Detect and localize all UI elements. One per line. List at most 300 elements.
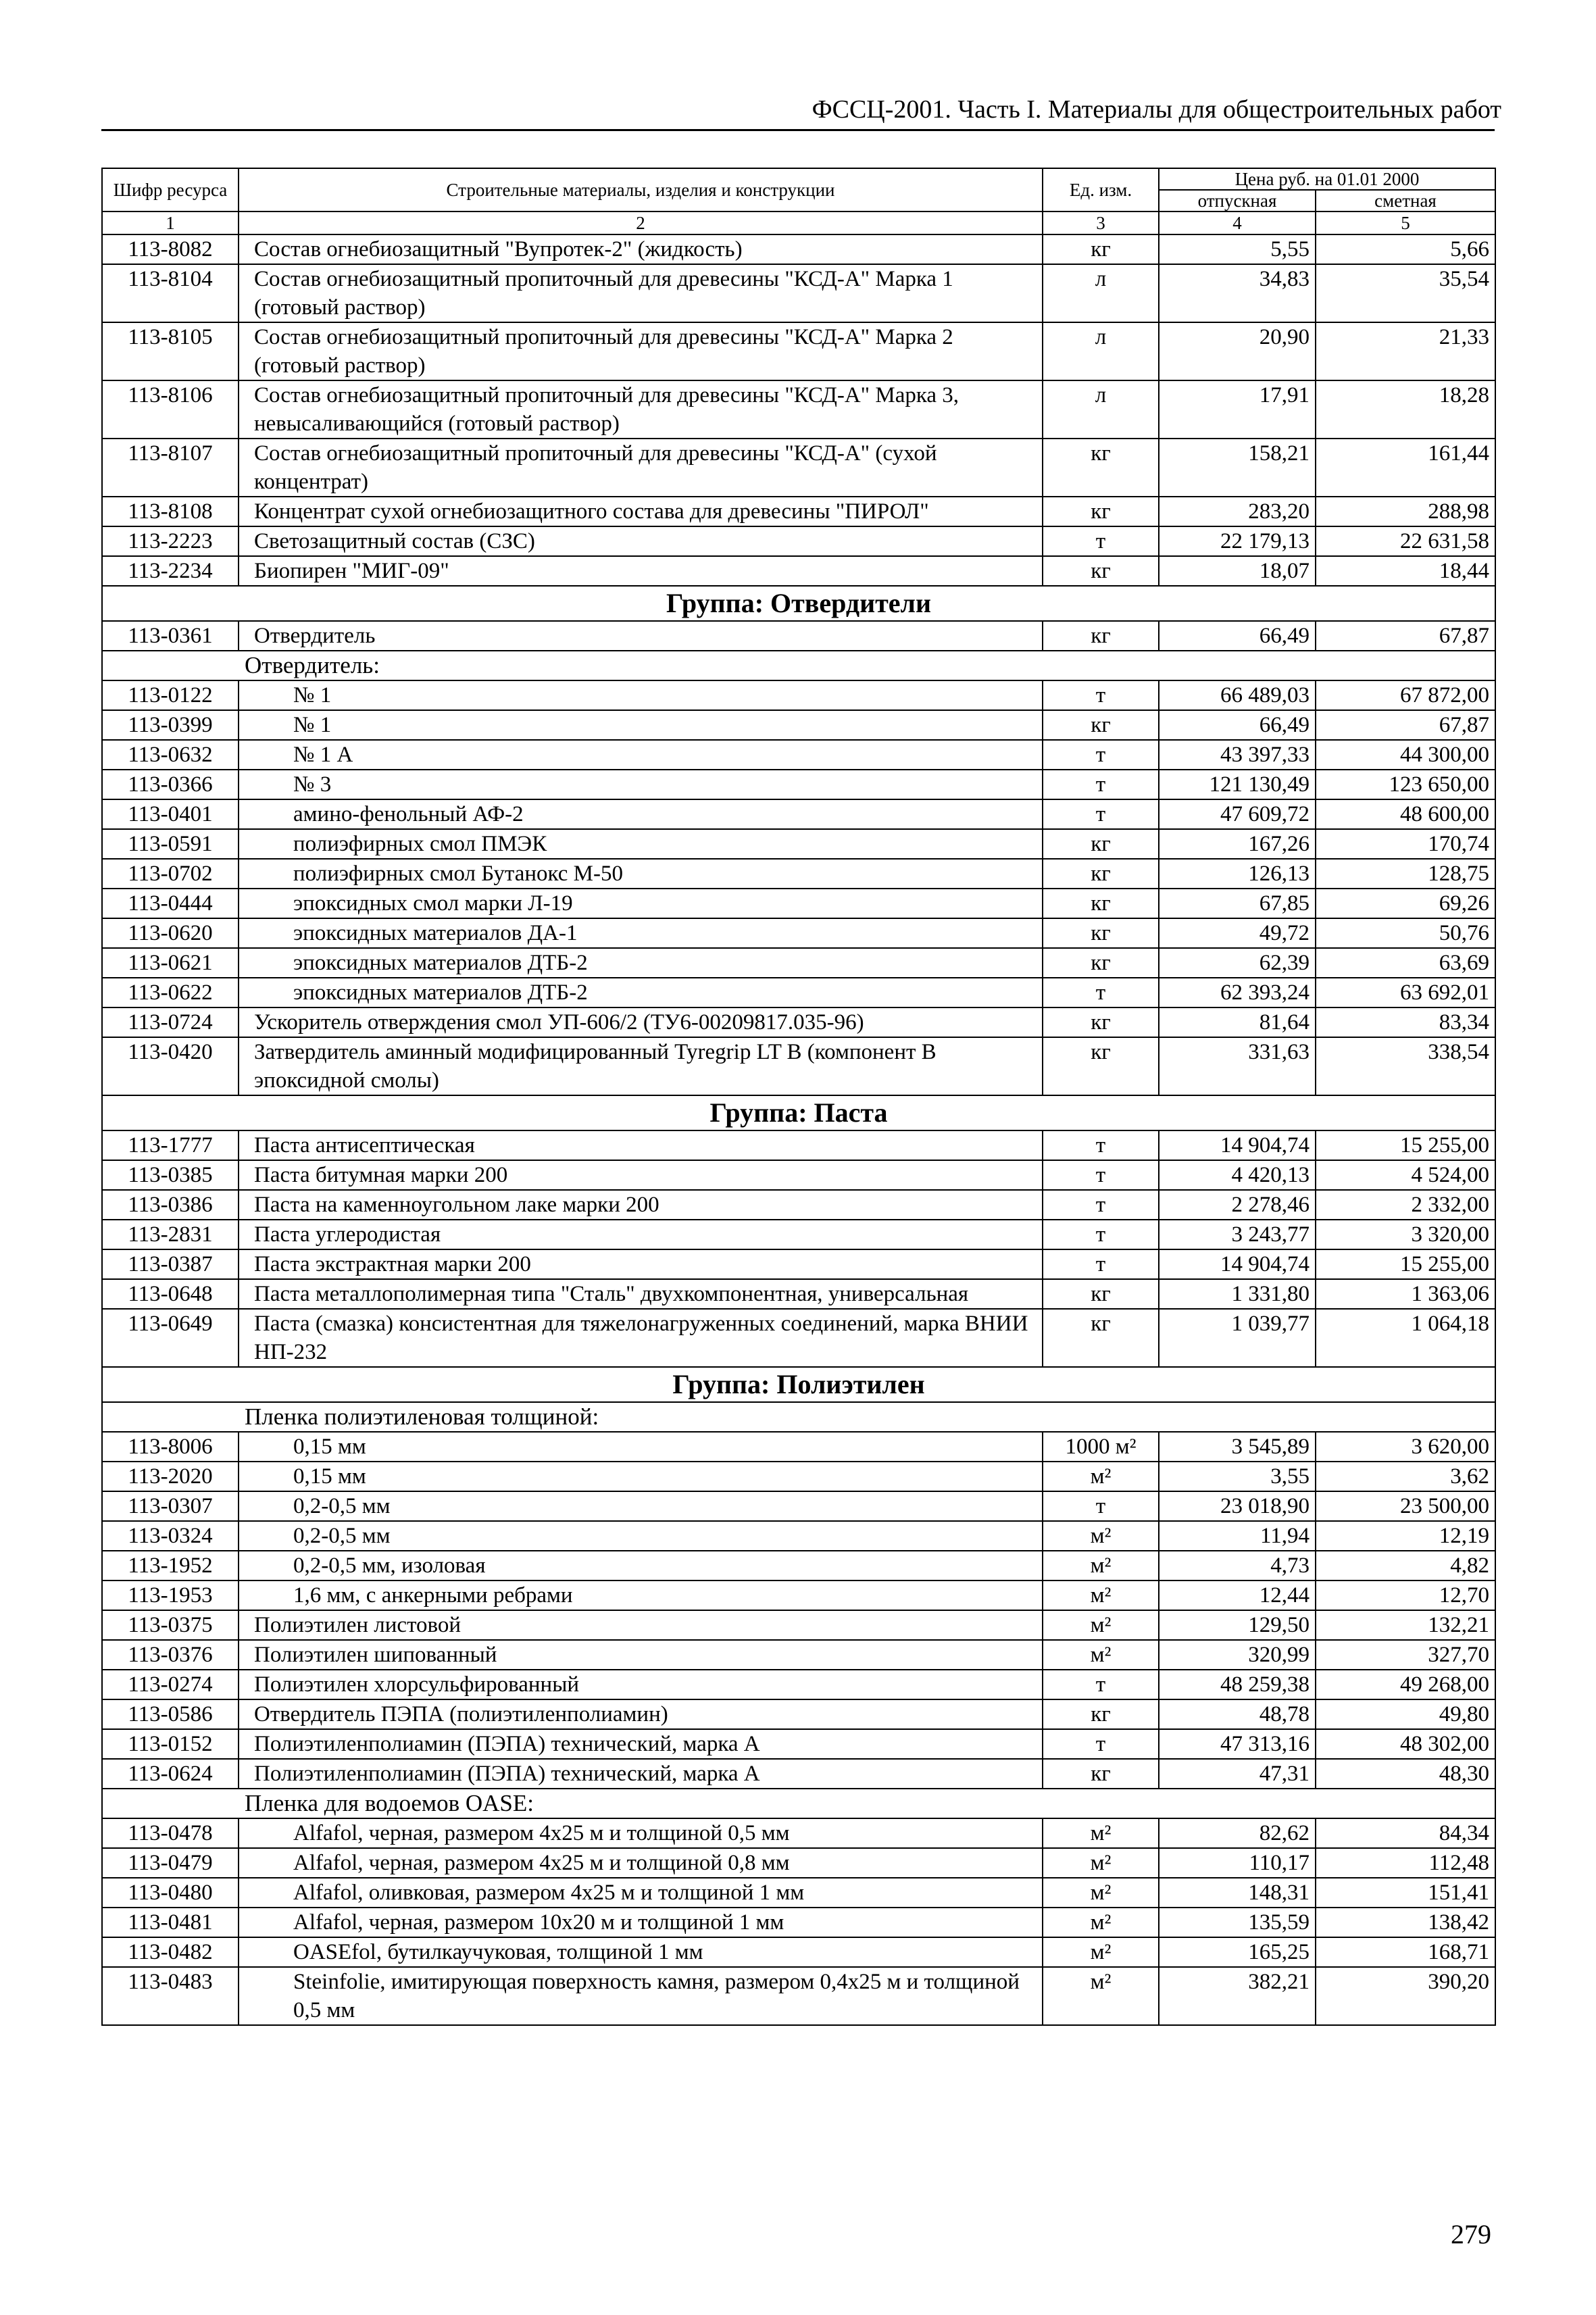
release-price: 5,55 [1159,234,1316,264]
unit: м² [1043,1908,1159,1937]
unit: м² [1043,1580,1159,1610]
estimate-price: 151,41 [1316,1878,1495,1908]
unit: т [1043,526,1159,556]
table-row [102,526,1495,556]
material-name: Паста битумная марки 200 [239,1160,1043,1190]
resource-code: 113-0387 [102,1249,239,1279]
table-row [102,1640,1495,1670]
estimate-price: 138,42 [1316,1908,1495,1937]
unit: м² [1043,1521,1159,1551]
unit: т [1043,680,1159,710]
estimate-price: 5,66 [1316,234,1495,264]
estimate-price: 3 320,00 [1316,1220,1495,1249]
group-header-row [102,1095,1495,1130]
resource-code: 113-1952 [102,1551,239,1580]
release-price: 17,91 [1159,380,1316,439]
table-row [102,556,1495,586]
table-row [102,1908,1495,1937]
table-row [102,1432,1495,1462]
release-price: 67,85 [1159,889,1316,918]
material-name: эпоксидных материалов ДТБ-2 [239,948,1043,978]
resource-code: 113-8006 [102,1432,239,1462]
estimate-price: 128,75 [1316,859,1495,889]
table-row [102,978,1495,1007]
table-row [102,1878,1495,1908]
header-divider [101,129,1495,131]
material-name: эпоксидных смол марки Л-19 [239,889,1043,918]
unit: кг [1043,621,1159,651]
material-name: Состав огнебиозащитный пропиточный для древесины "КСД-А" Марка 1 (готовый раствор) [239,264,1043,322]
col-header-release-price: отпускная [1159,190,1316,211]
unit: кг [1043,497,1159,526]
table-row [102,1249,1495,1279]
material-name: Ускоритель отверждения смол УП-606/2 (ТУ6-00209817.035-96) [239,1007,1043,1037]
table-row [102,918,1495,948]
release-price: 4,73 [1159,1551,1316,1580]
resource-code: 113-8082 [102,234,239,264]
estimate-price: 15 255,00 [1316,1249,1495,1279]
estimate-price: 3,62 [1316,1462,1495,1491]
estimate-price: 63 692,01 [1316,978,1495,1007]
release-price: 18,07 [1159,556,1316,586]
estimate-price: 67,87 [1316,621,1495,651]
table-row [102,1309,1495,1367]
material-name: Паста экстрактная марки 200 [239,1249,1043,1279]
unit: кг [1043,889,1159,918]
resource-code: 113-0702 [102,859,239,889]
unit: т [1043,1160,1159,1190]
unit: кг [1043,556,1159,586]
unit: т [1043,1729,1159,1759]
material-name: OASEfol, бутилкаучуковая, толщиной 1 мм [239,1937,1043,1967]
material-name: Паста антисептическая [239,1130,1043,1160]
resource-code: 113-0307 [102,1491,239,1521]
material-name: 1,6 мм, с анкерными ребрами [239,1580,1043,1610]
resource-code: 113-0444 [102,889,239,918]
unit: м² [1043,1462,1159,1491]
unit: кг [1043,1037,1159,1095]
subheader-row [102,651,1495,680]
resource-code: 113-0621 [102,948,239,978]
table-row [102,322,1495,380]
estimate-price: 48 302,00 [1316,1729,1495,1759]
resource-code: 113-0649 [102,1309,239,1367]
release-price: 4 420,13 [1159,1160,1316,1190]
unit: т [1043,1130,1159,1160]
material-name: Паста на каменноугольном лаке марки 200 [239,1190,1043,1220]
material-name: 0,2-0,5 мм, изоловая [239,1551,1043,1580]
release-price: 34,83 [1159,264,1316,322]
table-header [102,168,1495,234]
table-row [102,1491,1495,1521]
estimate-price: 327,70 [1316,1640,1495,1670]
estimate-price: 338,54 [1316,1037,1495,1095]
unit: м² [1043,1937,1159,1967]
estimate-price: 22 631,58 [1316,526,1495,556]
resource-code: 113-8106 [102,380,239,439]
unit: кг [1043,1759,1159,1789]
release-price: 283,20 [1159,497,1316,526]
resource-code: 113-8108 [102,497,239,526]
material-name: Биопирен "МИГ-09" [239,556,1043,586]
resource-code: 113-2234 [102,556,239,586]
unit: т [1043,1670,1159,1699]
material-name: Отвердитель ПЭПА (полиэтиленполиамин) [239,1699,1043,1729]
estimate-price: 132,21 [1316,1610,1495,1640]
estimate-price: 4 524,00 [1316,1160,1495,1190]
estimate-price: 35,54 [1316,264,1495,322]
unit: кг [1043,948,1159,978]
estimate-price: 18,28 [1316,380,1495,439]
release-price: 11,94 [1159,1521,1316,1551]
table-row [102,439,1495,497]
col-header-price: Цена руб. на 01.01 2000 [1159,168,1495,190]
resource-code: 113-0591 [102,829,239,859]
col-number: 1 [102,211,239,234]
resource-code: 113-0399 [102,710,239,740]
material-name: 0,2-0,5 мм [239,1491,1043,1521]
material-name: № 1 А [239,740,1043,770]
release-price: 14 904,74 [1159,1130,1316,1160]
resource-code: 113-0376 [102,1640,239,1670]
material-name: Паста металлополимерная типа "Сталь" двухкомпонентная, универсальная [239,1279,1043,1309]
estimate-price: 123 650,00 [1316,770,1495,799]
resource-code: 113-0483 [102,1967,239,2025]
material-name: Концентрат сухой огнебиозащитного состава для древесины "ПИРОЛ" [239,497,1043,526]
release-price: 331,63 [1159,1037,1316,1095]
estimate-price: 44 300,00 [1316,740,1495,770]
table-row [102,1521,1495,1551]
col-header-name: Строительные материалы, изделия и конструкции [239,168,1043,211]
material-name: Паста (смазка) консистентная для тяжелонагруженных соединений, марка ВНИИ НП-232 [239,1309,1043,1367]
resource-code: 113-0586 [102,1699,239,1729]
unit: т [1043,978,1159,1007]
resource-code: 113-8107 [102,439,239,497]
resource-code: 113-0401 [102,799,239,829]
unit: м² [1043,1551,1159,1580]
material-name: Светозащитный состав (СЗС) [239,526,1043,556]
unit: кг [1043,710,1159,740]
resource-code: 113-0622 [102,978,239,1007]
resource-code: 113-0324 [102,1521,239,1551]
table-body [102,234,1495,2025]
resource-code: 113-0122 [102,680,239,710]
group-title: Группа: Отвердители [102,586,1495,621]
estimate-price: 1 064,18 [1316,1309,1495,1367]
table-row [102,770,1495,799]
estimate-price: 49 268,00 [1316,1670,1495,1699]
table-row [102,1610,1495,1640]
release-price: 167,26 [1159,829,1316,859]
estimate-price: 23 500,00 [1316,1491,1495,1521]
release-price: 47 313,16 [1159,1729,1316,1759]
estimate-price: 21,33 [1316,322,1495,380]
release-price: 66,49 [1159,710,1316,740]
unit: кг [1043,439,1159,497]
resource-code: 113-0478 [102,1818,239,1848]
unit: т [1043,770,1159,799]
table-row [102,1551,1495,1580]
table-row [102,497,1495,526]
table-row [102,1190,1495,1220]
material-name: Полиэтилен хлорсульфированный [239,1670,1043,1699]
material-name: амино-фенольный АФ-2 [239,799,1043,829]
col-number: 4 [1159,211,1316,234]
resource-code: 113-0632 [102,740,239,770]
unit: кг [1043,1279,1159,1309]
table-row [102,710,1495,740]
material-name: Полиэтиленполиамин (ПЭПА) технический, марка А [239,1729,1043,1759]
resource-code: 113-8105 [102,322,239,380]
group-title: Группа: Паста [102,1095,1495,1130]
release-price: 1 039,77 [1159,1309,1316,1367]
release-price: 62,39 [1159,948,1316,978]
resource-code: 113-1953 [102,1580,239,1610]
unit: м² [1043,1848,1159,1878]
release-price: 110,17 [1159,1848,1316,1878]
estimate-price: 48,30 [1316,1759,1495,1789]
table-row [102,1220,1495,1249]
unit: м² [1043,1818,1159,1848]
resource-code: 113-2223 [102,526,239,556]
table-row [102,1729,1495,1759]
subheader-text: Пленка для водоемов OASE: [102,1789,1495,1818]
table-row [102,829,1495,859]
estimate-price: 390,20 [1316,1967,1495,2025]
subheader-text: Пленка полиэтиленовая толщиной: [102,1402,1495,1432]
table-row [102,948,1495,978]
release-price: 121 130,49 [1159,770,1316,799]
material-name: Alfafol, черная, размером 4x25 м и толщиной 0,8 мм [239,1848,1043,1878]
release-price: 2 278,46 [1159,1190,1316,1220]
material-name: Состав огнебиозащитный пропиточный для древесины "КСД-А" (сухой концентрат) [239,439,1043,497]
release-price: 82,62 [1159,1818,1316,1848]
release-price: 129,50 [1159,1610,1316,1640]
col-number: 2 [239,211,1043,234]
resource-code: 113-0152 [102,1729,239,1759]
release-price: 3 243,77 [1159,1220,1316,1249]
unit: кг [1043,859,1159,889]
unit: кг [1043,1007,1159,1037]
release-price: 12,44 [1159,1580,1316,1610]
resource-code: 113-0480 [102,1878,239,1908]
col-header-code: Шифр ресурса [102,168,239,211]
material-name: № 1 [239,710,1043,740]
resource-code: 113-0479 [102,1848,239,1878]
release-price: 43 397,33 [1159,740,1316,770]
release-price: 66,49 [1159,621,1316,651]
estimate-price: 161,44 [1316,439,1495,497]
release-price: 382,21 [1159,1967,1316,2025]
page-number: 279 [1451,2219,1491,2249]
release-price: 1 331,80 [1159,1279,1316,1309]
material-name: Полиэтилен листовой [239,1610,1043,1640]
table-row [102,1007,1495,1037]
resource-code: 113-0361 [102,621,239,651]
material-name: Alfafol, оливковая, размером 4x25 м и толщиной 1 мм [239,1878,1043,1908]
unit: л [1043,322,1159,380]
material-name: Полиэтилен шипованный [239,1640,1043,1670]
unit: т [1043,1190,1159,1220]
release-price: 49,72 [1159,918,1316,948]
col-number: 3 [1043,211,1159,234]
estimate-price: 170,74 [1316,829,1495,859]
table-row [102,1130,1495,1160]
resource-code: 113-1777 [102,1130,239,1160]
unit: т [1043,1249,1159,1279]
resource-code: 113-0375 [102,1610,239,1640]
material-name: № 3 [239,770,1043,799]
table-row [102,1699,1495,1729]
unit: т [1043,1220,1159,1249]
estimate-price: 67 872,00 [1316,680,1495,710]
table-row [102,1160,1495,1190]
table-row [102,889,1495,918]
estimate-price: 84,34 [1316,1818,1495,1848]
unit: 1000 м² [1043,1432,1159,1462]
resource-code: 113-8104 [102,264,239,322]
release-price: 48 259,38 [1159,1670,1316,1699]
unit: л [1043,264,1159,322]
material-name: Alfafol, черная, размером 4x25 м и толщиной 0,5 мм [239,1818,1043,1848]
release-price: 47 609,72 [1159,799,1316,829]
material-name: Alfafol, черная, размером 10x20 м и толщиной 1 мм [239,1908,1043,1937]
estimate-price: 67,87 [1316,710,1495,740]
estimate-price: 49,80 [1316,1699,1495,1729]
estimate-price: 3 620,00 [1316,1432,1495,1462]
estimate-price: 168,71 [1316,1937,1495,1967]
resource-code: 113-0481 [102,1908,239,1937]
group-title: Группа: Полиэтилен [102,1367,1495,1402]
table-row [102,1037,1495,1095]
release-price: 148,31 [1159,1878,1316,1908]
release-price: 135,59 [1159,1908,1316,1937]
estimate-price: 12,19 [1316,1521,1495,1551]
unit: кг [1043,1699,1159,1729]
table-row [102,1967,1495,2025]
release-price: 165,25 [1159,1937,1316,1967]
resource-code: 113-0386 [102,1190,239,1220]
table-row [102,1279,1495,1309]
material-name: Отвердитель [239,621,1043,651]
material-name: Состав огнебиозащитный пропиточный для древесины "КСД-А" Марка 3, невысаливающийся (готовый раствор) [239,380,1043,439]
resource-code: 113-0624 [102,1759,239,1789]
unit: м² [1043,1878,1159,1908]
unit: кг [1043,1309,1159,1367]
release-price: 158,21 [1159,439,1316,497]
subheader-row [102,1789,1495,1818]
estimate-price: 12,70 [1316,1580,1495,1610]
table-row [102,799,1495,829]
material-name: 0,15 мм [239,1462,1043,1491]
material-name: 0,15 мм [239,1432,1043,1462]
release-price: 48,78 [1159,1699,1316,1729]
resource-code: 113-0724 [102,1007,239,1037]
resource-code: 113-2020 [102,1462,239,1491]
table-row [102,859,1495,889]
estimate-price: 288,98 [1316,497,1495,526]
release-price: 47,31 [1159,1759,1316,1789]
unit: м² [1043,1640,1159,1670]
page-header-title: ФССЦ-2001. Часть I. Материалы для общестроительных работ [812,95,1501,124]
material-name: Состав огнебиозащитный пропиточный для древесины "КСД-А" Марка 2 (готовый раствор) [239,322,1043,380]
material-name: эпоксидных материалов ДТБ-2 [239,978,1043,1007]
col-number: 5 [1316,211,1495,234]
unit: кг [1043,918,1159,948]
group-header-row [102,586,1495,621]
estimate-price: 83,34 [1316,1007,1495,1037]
table-row [102,1462,1495,1491]
resource-code: 113-2831 [102,1220,239,1249]
estimate-price: 2 332,00 [1316,1190,1495,1220]
table-row [102,680,1495,710]
table-row [102,1670,1495,1699]
resource-code: 113-0274 [102,1670,239,1699]
release-price: 3 545,89 [1159,1432,1316,1462]
resource-code: 113-0385 [102,1160,239,1190]
material-name: Состав огнебиозащитный "Вупротек-2" (жидкость) [239,234,1043,264]
estimate-price: 112,48 [1316,1848,1495,1878]
estimate-price: 1 363,06 [1316,1279,1495,1309]
resource-code: 113-0482 [102,1937,239,1967]
material-name: № 1 [239,680,1043,710]
estimate-price: 48 600,00 [1316,799,1495,829]
estimate-price: 15 255,00 [1316,1130,1495,1160]
table-row [102,264,1495,322]
table-row [102,1937,1495,1967]
subheader-text: Отвердитель: [102,651,1495,680]
unit: кг [1043,829,1159,859]
estimate-price: 63,69 [1316,948,1495,978]
resource-code: 113-0366 [102,770,239,799]
material-name: Паста углеродистая [239,1220,1043,1249]
material-name: Затвердитель аминный модифицированный Tyregrip LT В (компонент В эпоксидной смолы) [239,1037,1043,1095]
estimate-price: 18,44 [1316,556,1495,586]
table-row [102,621,1495,651]
unit: т [1043,1491,1159,1521]
resource-code: 113-0420 [102,1037,239,1095]
subheader-row [102,1402,1495,1432]
material-name: Steinfolie, имитирующая поверхность камня, размером 0,4x25 м и толщиной 0,5 мм [239,1967,1043,2025]
release-price: 23 018,90 [1159,1491,1316,1521]
col-header-estimate-price: сметная [1316,190,1495,211]
release-price: 66 489,03 [1159,680,1316,710]
release-price: 14 904,74 [1159,1249,1316,1279]
estimate-price: 50,76 [1316,918,1495,948]
resource-code: 113-0648 [102,1279,239,1309]
unit: т [1043,799,1159,829]
unit: м² [1043,1610,1159,1640]
material-name: полиэфирных смол ПМЭК [239,829,1043,859]
estimate-price: 69,26 [1316,889,1495,918]
price-table [101,168,1496,2026]
release-price: 320,99 [1159,1640,1316,1670]
table-row [102,1848,1495,1878]
release-price: 22 179,13 [1159,526,1316,556]
release-price: 20,90 [1159,322,1316,380]
release-price: 126,13 [1159,859,1316,889]
release-price: 81,64 [1159,1007,1316,1037]
group-header-row [102,1367,1495,1402]
material-name: Полиэтиленполиамин (ПЭПА) технический, марка А [239,1759,1043,1789]
table-row [102,1818,1495,1848]
col-header-unit: Ед. изм. [1043,168,1159,211]
estimate-price: 4,82 [1316,1551,1495,1580]
table-row [102,234,1495,264]
resource-code: 113-0620 [102,918,239,948]
material-name: полиэфирных смол Бутанокс М-50 [239,859,1043,889]
material-name: 0,2-0,5 мм [239,1521,1043,1551]
